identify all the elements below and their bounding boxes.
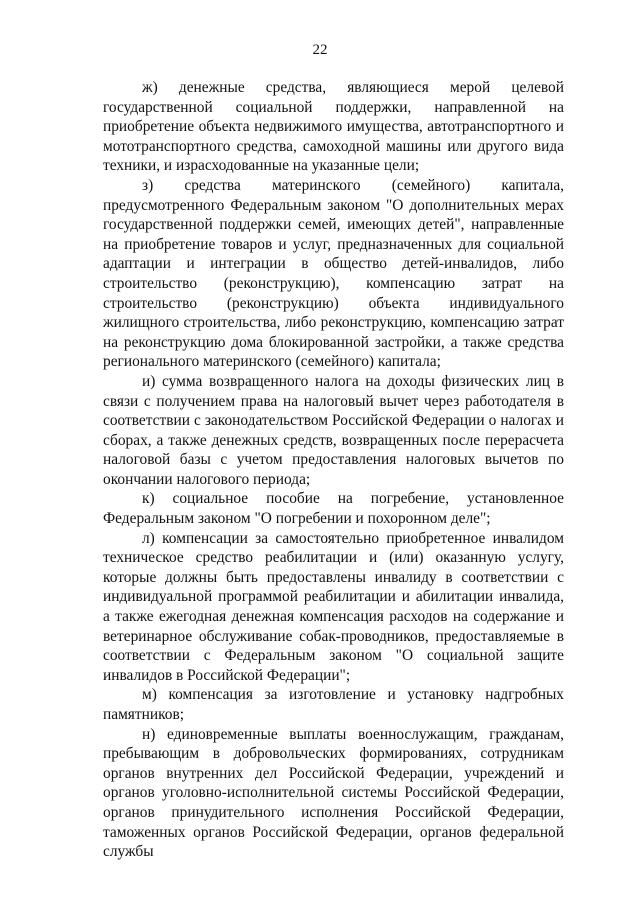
page-number: 22: [312, 42, 328, 58]
paragraph-m: м) компенсация за изготовление и установку надгробных памятников;: [103, 686, 564, 723]
document-body: [103, 78, 564, 862]
paragraph-z: з) средства материнского (семейного) капитала, предусмотренного Федеральным законом "О дополнительных мерах государственной поддержки семей, имеющих детей", направленные на приобретение товаров и услуг, предназначенных для социальной адаптации и интеграции в общество детей-инвалидов, либо строительство (реконструкцию), компенсацию затрат на строительство (реконструкцию) объекта индивидуального жилищного строительства, либо реконструкцию, компенсацию затрат на реконструкцию дома блокированной застройки, а также средства регионального материнского (семейного) капитала;: [103, 176, 564, 371]
paragraph-l: л) компенсации за самостоятельно приобретенное инвалидом техническое средство реабилитации и (или) оказанную услугу, которые должны быть предоставлены инвалиду в соответствии с индивидуальной программой реабилитации и абилитации инвалида, а также ежегодная денежная компенсация расходов на содержание и ветеринарное обслуживание собак-проводников, предоставляемые в соответствии с Федеральным законом "О социальной защите инвалидов в Российской Федерации";: [103, 529, 564, 684]
paragraph-zh: ж) денежные средства, являющиеся мерой целевой государственной социальной поддержки, направленной на приобретение объекта недвижимого имущества, автотранспортного и мототранспортного средства, самоходной машины или другого вида техники, и израсходованные на указанные цели;: [103, 79, 564, 175]
paragraph-n: н) единовременные выплаты военнослужащим, гражданам, пребывающим в добровольческих формированиях, сотрудникам органов внутренних дел Российской Федерации, учреждений и органов уголовно-исполнительной системы Российской Федерации, органов принудительного исполнения Российской Федерации, таможенных органов Российской Федерации, органов федеральной службы: [103, 725, 564, 861]
paragraph-i: и) сумма возвращенного налога на доходы физических лиц в связи с получением права на налоговый вычет через работодателя в соответствии с законодательством Российской Федерации о налогах и сборах, а также денежных средств, возвращенных после перерасчета налоговой базы с учетом предоставления налоговых вычетов по окончании налогового периода;: [103, 372, 564, 488]
paragraph-k: к) социальное пособие на погребение, установленное Федеральным законом "О погребении и похоронном деле";: [103, 490, 564, 528]
